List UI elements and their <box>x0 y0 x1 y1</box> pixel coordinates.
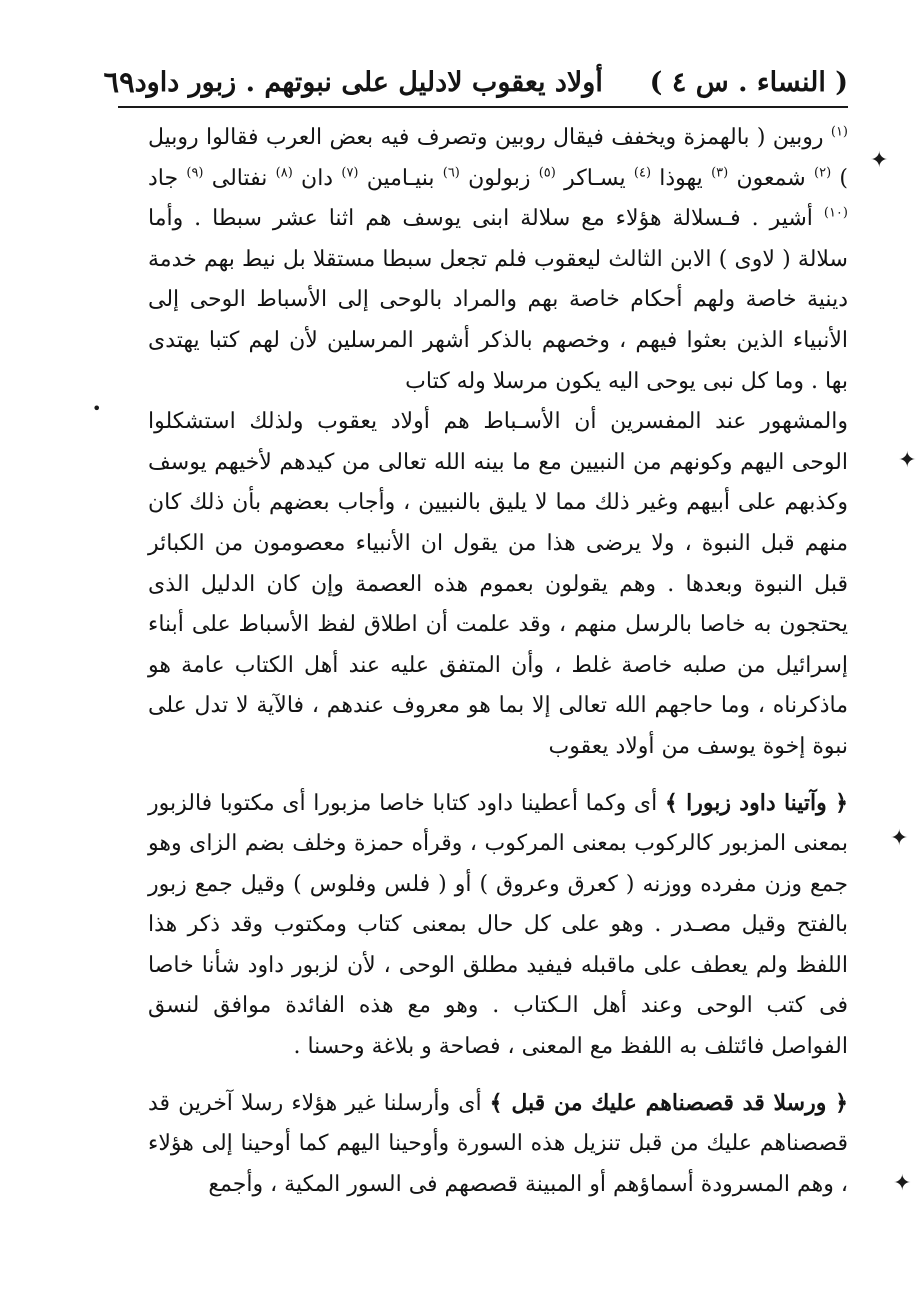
paragraph-text: بنيـامين <box>358 165 443 191</box>
footnote-marker: (٩) <box>186 165 204 181</box>
paragraph <box>148 402 848 767</box>
paragraph <box>148 118 848 402</box>
footnote-marker: (٨) <box>275 165 293 181</box>
paragraph-text: شمعون <box>728 165 814 191</box>
footnote-marker: (٦) <box>442 165 460 181</box>
paragraph-text: يهوذا <box>651 165 712 191</box>
margin-ornament-icon: ✦ <box>870 148 889 173</box>
quran-verse: ﴿ ورسلا قد قصصناهم عليك من قبل ﴾ <box>489 1089 848 1116</box>
footnote-marker: (٣) <box>711 165 729 181</box>
footnote-marker: (١٠) <box>823 205 848 221</box>
header-rule <box>118 106 848 108</box>
running-title-left: ( النساء . س ٤ ) <box>649 66 848 98</box>
margin-ornament-icon: ✦ <box>893 1171 912 1196</box>
body-text <box>148 118 848 1205</box>
page-number: ٦٩ <box>103 65 135 99</box>
footnote-marker: (٢) <box>814 165 832 181</box>
footnote-marker: (١) <box>830 124 848 140</box>
page-header <box>103 62 848 102</box>
paragraph <box>148 1083 848 1206</box>
paragraph-text: نفتالى <box>203 165 276 191</box>
running-title-right: أولاد يعقوب لادليل على نبوتهم . زبور داود <box>134 66 603 98</box>
paragraph-text: أشير . فـسلالة هؤلاء مع سلالة ابنى يوسف هم اثنا عشر سبطا . وأما سلالة ( لاوى ) الابن الثالث ليعقوب فلم تجعل سبطا مستقلا بل نيط بهم خدمة دينية خاصة ولهم أحكام خاصة بهم والمراد بالوحى إلى الأسباط الوحى إلى الأنبياء الذين بعثوا فيهم ، وخصهم بالذكر أشهر المرسلين لأن لهم كتبا يهتدى بها . وما كل نبى يوحى اليه يكون مرسلا وله كتاب <box>148 206 848 394</box>
paragraph-text: روبين ( بالهمزة ويخفف فيقال روبين وتصرف فيه بعض العرب فقالوا روبيل ) <box>148 125 848 191</box>
quran-verse: ﴿ وآتينا داود زبورا ﴾ <box>664 789 849 816</box>
footnote-marker: (٤) <box>633 165 652 181</box>
paragraph-text: أى وكما أعطينا داود كتابا خاصا مزبورا أى مكتوبا فالزبور بمعنى المزبور كالركوب بمعنى المركوب ، وقرأه حمزة وخلف بضم الزاى وهو جمع وزن مفرده ووزنه ( كعرق وعروق ) أو ( فلس وفلوس ) وقيل جمع زبور بالفتح وقيل مصـدر . وهو على كل حال بمعنى كتاب ومكتوب وقد ذكر هذا اللفظ ولم يعطف على ماقبله فيفيد مطلق الوحى ، لأن لزبور داود شأنا خاصا فى كتب الوحى وعند أهل الـكتاب . وهو مع هذه الفائدة موافق لنسق الفواصل فائتلف به اللفظ مع المعنى ، فصاحة و بلاغة وحسنا . <box>148 790 848 1060</box>
running-title <box>135 67 848 98</box>
margin-ornament-icon: ✦ <box>898 448 917 473</box>
paragraph-text: زبولون <box>459 165 539 191</box>
margin-dot-icon: • <box>92 399 102 418</box>
paragraph-text: دان <box>292 165 342 191</box>
paragraph-text: يسـاكر <box>555 165 634 191</box>
margin-ornament-icon: ✦ <box>890 826 909 851</box>
footnote-marker: (٧) <box>341 165 359 181</box>
footnote-marker: (٥) <box>538 165 556 181</box>
paragraph-text: أى وأرسلنا غير هؤلاء رسلا آخرين قد قصصناهم عليك من قبل تنزيل هذه السورة وأوحينا اليهم كما أوحينا إلى هؤلاء ، وهم المسرودة أسماؤهم أو المبينة قصصهم فى السور المكية ، وأجمع <box>148 1090 848 1197</box>
paragraph-text: والمشهور عند المفسرين أن الأسـباط هم أولاد يعقوب ولذلك استشكلوا الوحى اليهم وكونهم من النبيين مع ما بينه الله تعالى من كيدهم لأخيهم يوسف وكذبهم على أبيهم وغير ذلك مما لا يليق بالنبيين ، وأجاب بعضهم بأن ذلك كان منهم قبل النبوة ، ولا يرضى هذا من يقول ان الأنبياء معصومون من الكبائر قبل النبوة وبعدها . وهم يقولون بعموم هذه العصمة وإن كان الدليل الذى يحتجون به خاصا بالرسل منهم ، وقد علمت أن اطلاق لفظ الأسباط على أبناء إسرائيل من صلبه خاصة غلط ، وأن المتفق عليه عند أهل الكتاب عامة هو ماذكرناه ، وما حاجهم الله تعالى إلا بما هو معروف عندهم ، فالآية لا تدل على نبوة إخوة يوسف من أولاد يعقوب <box>148 409 849 759</box>
paragraph <box>148 783 848 1068</box>
paragraph-text: جاد <box>148 165 187 191</box>
